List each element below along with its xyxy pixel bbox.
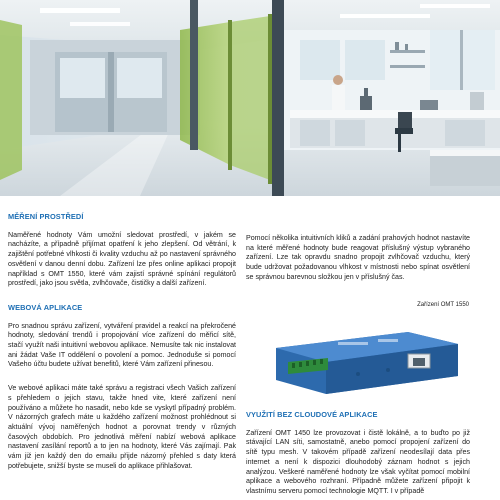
hero-image-laboratory — [0, 0, 500, 196]
paragraph-webova-2: Ve webové aplikaci máte také správu a registraci všech Vašich zařízení s přehledem o jejich stavu, takže hned vite, které zařízení není používáno a můžete ho nasadit, nebo kde se vyskytl případný problém. V názorných grafech máte u každého zařízení možnost prohlédnout si aktuální vývoj naměřených hodnot a porovnat trendy v různých časových obdobích. Pro jednotlivá měření nabízí webová aplikace nastavení zasílání reportů a to jen na hodnoty, které Vás zajímají. Pak vám již jen každý den do emailu přijde názorný přehled s daty která potřebujete, snižší byste se museli do aplikace přihlašovat. — [8, 384, 236, 470]
paragraph-bez-cloudu: Zařízení OMT 1450 lze provozovat i čistě lokálně, a to buďto po již stávající LAN síti, samostatně, anebo pomocí propojení zařízení do sítě typu mesh. V takovém případě zařízení neodesílají data přes internet a není k dispozici dlouhodobý záznam hodnot s jejich analýzou. Veškeré naměřené hodnoty lze však vyčítat pomocí mobilní aplikace a webového rozhraní. Případně můžete zařízení připojit k vlastnímu serveru pomocí technologie MQTT. I v případě — [246, 428, 470, 495]
paragraph-mereni: Naměřené hodnoty Vám umožní sledovat prostředí, v jakém se nacházíte, a případně přijímat opatření k jeho zlepšení. Od větrání, k zajištění potřebné vlhkosti či kvality vzduchu až po nastavení správného osvětlení v danou denní dobu. Zařízení lze přes online aplikaci propojit například s OMT 1550, které vám zajistí správné spínání regulátorů prostředí, jako jsou světla, zvlhčovače, čističky a další zařízení. — [8, 230, 236, 288]
caption-omt-1550: Zařízení OMT 1550 — [417, 302, 469, 308]
right-column-bottom — [246, 410, 470, 500]
heading-mereni-prostredi: MĚŘENÍ PROSTŘEDÍ — [8, 212, 84, 221]
device-illustration — [268, 318, 468, 400]
lab-illustration — [0, 0, 500, 196]
paragraph-webova-1: Pro snadnou správu zařízení, vytváření pravidel a reakcí na překročené hodnoty, sledování trendů i propojování více zařízení do měřicí sítě, stačí využít naši intuitivní webovou aplikace. Nemusíte tak nic instalovat ani žádat Vaše IT oddělení o povolení a pomoc. Jednoduše si pomocí Vašeho účtu budete užívat benefitů, které Vám zařízení přinesou. — [8, 321, 236, 369]
paragraph-omt-rules: Pomocí několika intuitivních kliků a zadání prahových hodnot nastavíte na které měřené hodnoty bude reagovat příslušný výstup vybraného zařízení. Lze tak opravdu snadno propojit zvlhčovač vzduchu, který bude udržovat požadovanou vlhkost v místnosti nebo spínat osvětlení se správnou barevnou složkou jen v příslušný čas. — [246, 234, 470, 281]
right-column-top — [246, 234, 470, 293]
device-omt-1550-image — [268, 318, 468, 400]
left-column — [8, 212, 236, 481]
heading-webova-aplikace: WEBOVÁ APLIKACE — [8, 302, 83, 312]
heading-bez-cloudove: VYUŽITÍ BEZ CLOUDOVÉ APLIKACE — [246, 410, 378, 419]
